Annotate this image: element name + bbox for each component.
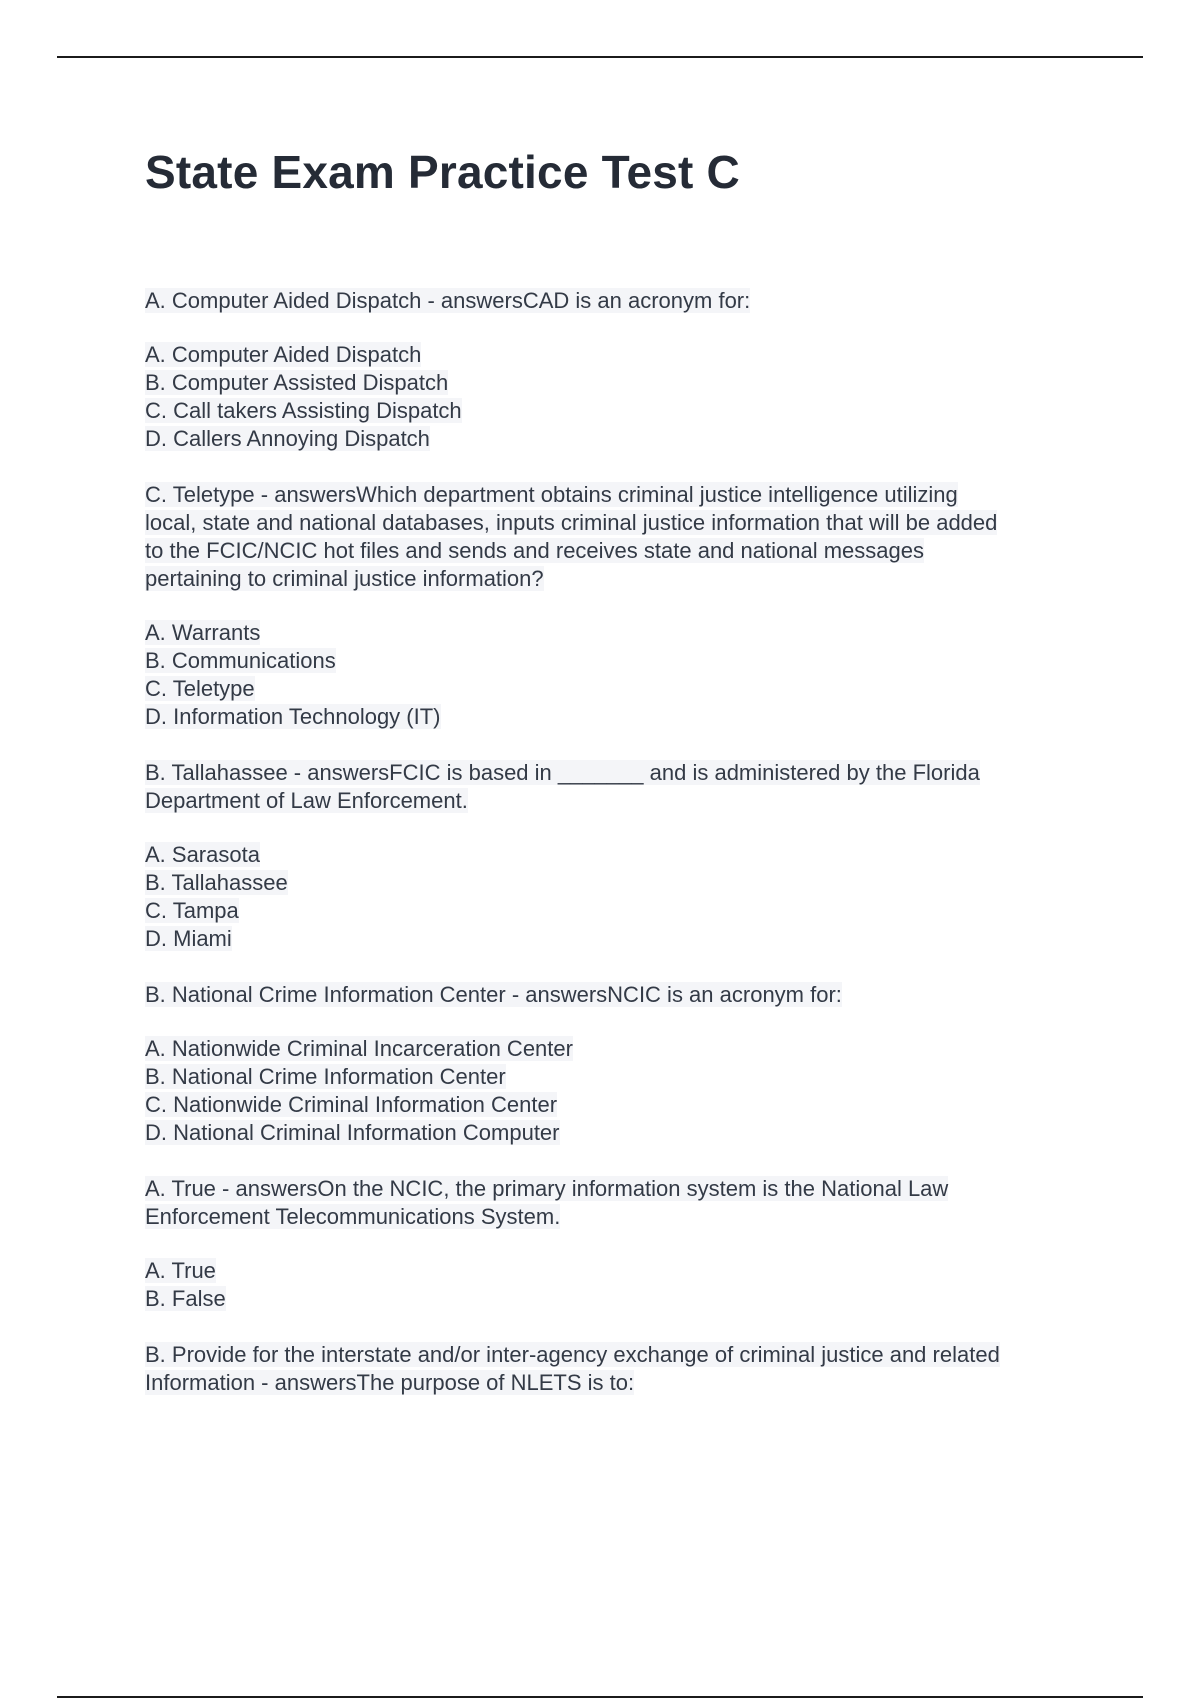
option: D. Information Technology (IT) xyxy=(145,704,441,729)
option: A. Nationwide Criminal Incarceration Center xyxy=(145,1036,573,1061)
option: D. National Criminal Information Computer xyxy=(145,1120,560,1145)
answer-options xyxy=(145,1257,1085,1313)
question-prompt xyxy=(145,1175,1085,1231)
option: B. Computer Assisted Dispatch xyxy=(145,370,449,395)
question-prompt xyxy=(145,981,1085,1009)
prompt-line: A. Computer Aided Dispatch - answersCAD is an acronym for: xyxy=(145,288,751,313)
option: B. National Crime Information Center xyxy=(145,1064,506,1089)
option: C. Call takers Assisting Dispatch xyxy=(145,398,462,423)
answer-options xyxy=(145,841,1085,953)
prompt-line: A. True - answersOn the NCIC, the primary information system is the National Law xyxy=(145,1176,949,1201)
prompt-line: Enforcement Telecommunications System. xyxy=(145,1204,561,1229)
option: D. Callers Annoying Dispatch xyxy=(145,426,430,451)
answer-options xyxy=(145,619,1085,731)
question-6 xyxy=(145,1341,1085,1397)
option: A. Sarasota xyxy=(145,842,260,867)
answer-options xyxy=(145,341,1085,453)
option: C. Nationwide Criminal Information Center xyxy=(145,1092,558,1117)
option: B. Tallahassee xyxy=(145,870,288,895)
option: C. Teletype xyxy=(145,676,255,701)
question-4 xyxy=(145,981,1085,1147)
option: C. Tampa xyxy=(145,898,239,923)
option: D. Miami xyxy=(145,926,232,951)
question-5 xyxy=(145,1175,1085,1313)
prompt-line: B. Provide for the interstate and/or inter-agency exchange of criminal justice and related xyxy=(145,1342,1000,1367)
option: B. False xyxy=(145,1286,226,1311)
top-rule xyxy=(57,56,1143,58)
question-prompt xyxy=(145,287,1085,315)
prompt-line: B. Tallahassee - answersFCIC is based in _______ and is administered by the Florida xyxy=(145,760,980,785)
option: A. True xyxy=(145,1258,216,1283)
prompt-line: pertaining to criminal justice information? xyxy=(145,566,544,591)
option: A. Warrants xyxy=(145,620,261,645)
question-prompt xyxy=(145,481,1085,593)
prompt-line: B. National Crime Information Center - answersNCIC is an acronym for: xyxy=(145,982,842,1007)
option: B. Communications xyxy=(145,648,336,673)
question-3 xyxy=(145,759,1085,953)
prompt-line: local, state and national databases, inputs criminal justice information that will be added xyxy=(145,510,998,535)
bottom-rule xyxy=(57,1696,1143,1698)
prompt-line: to the FCIC/NCIC hot files and sends and receives state and national messages xyxy=(145,538,924,563)
prompt-line: Department of Law Enforcement. xyxy=(145,788,468,813)
page-title: State Exam Practice Test C xyxy=(145,146,740,198)
question-1 xyxy=(145,287,1085,453)
answer-options xyxy=(145,1035,1085,1147)
prompt-line: Information - answersThe purpose of NLETS is to: xyxy=(145,1370,635,1395)
option: A. Computer Aided Dispatch xyxy=(145,342,422,367)
prompt-line: C. Teletype - answersWhich department obtains criminal justice intelligence utilizing xyxy=(145,482,958,507)
question-prompt xyxy=(145,759,1085,815)
document-body xyxy=(145,145,1085,1425)
question-prompt xyxy=(145,1341,1085,1397)
question-2 xyxy=(145,481,1085,731)
